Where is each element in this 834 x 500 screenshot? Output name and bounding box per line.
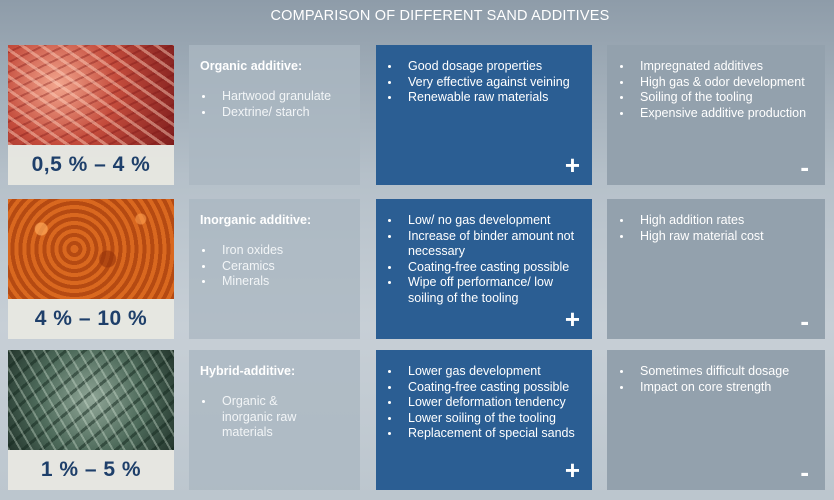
plus-icon: +: [564, 455, 580, 485]
advantages-panel: [376, 45, 592, 185]
dosage-percent-label: 0,5 % – 4 %: [8, 145, 174, 185]
advantages-list: [386, 213, 586, 306]
additive-type-panel: [189, 45, 360, 185]
additive-type-panel: [189, 199, 360, 339]
advantages-panel: [376, 350, 592, 490]
plus-icon: +: [564, 304, 580, 334]
list-item: Good dosage properties: [386, 59, 586, 75]
list-item: Renewable raw materials: [386, 90, 586, 106]
list-item: Replacement of special sands: [386, 426, 586, 442]
additive-type-list: [200, 394, 310, 441]
list-item: Coating-free casting possible: [386, 380, 586, 396]
list-item: Increase of binder amount not necessary: [386, 229, 586, 260]
additive-type-list: [200, 89, 331, 120]
list-item: Lower soiling of the tooling: [386, 411, 586, 427]
list-item: Very effective against veining: [386, 75, 586, 91]
additive-type-list: [200, 243, 283, 290]
disadvantages-panel: [607, 199, 825, 339]
list-item: Organic & inorganic raw materials: [200, 394, 310, 441]
disadvantages-list: [618, 213, 818, 244]
organic-granulate-photo: [8, 45, 174, 145]
additive-row-inorganic: [0, 199, 834, 341]
list-item: Impact on core strength: [618, 380, 818, 396]
list-item: Iron oxides: [200, 243, 283, 259]
list-item: Sometimes difficult dosage: [618, 364, 818, 380]
organic-sample-image: [8, 45, 174, 185]
list-item: Low/ no gas development: [386, 213, 586, 229]
list-item: Hartwood granulate: [200, 89, 331, 105]
list-item: High raw material cost: [618, 229, 818, 245]
iron-oxide-photo: [8, 199, 174, 299]
hybrid-sample-image: [8, 350, 174, 490]
additive-type-panel: [189, 350, 360, 490]
list-item: High addition rates: [618, 213, 818, 229]
page-title: COMPARISON OF DIFFERENT SAND ADDITIVES: [270, 8, 610, 24]
advantages-list: [386, 59, 586, 106]
list-item: Coating-free casting possible: [386, 260, 586, 276]
additive-type-heading: Inorganic additive:: [200, 213, 312, 227]
advantages-panel: [376, 199, 592, 339]
list-item: Minerals: [200, 274, 283, 290]
disadvantages-list: [618, 364, 818, 395]
disadvantages-panel: [607, 350, 825, 490]
list-item: Soiling of the tooling: [618, 90, 818, 106]
minus-icon: -: [800, 306, 809, 336]
list-item: Expensive additive production: [618, 106, 818, 122]
list-item: Dextrine/ starch: [200, 105, 331, 121]
inorganic-sample-image: [8, 199, 174, 339]
additive-row-organic: [0, 45, 834, 187]
disadvantages-panel: [607, 45, 825, 185]
disadvantages-list: [618, 59, 818, 121]
list-item: Wipe off performance/ low soiling of the tooling: [386, 275, 586, 306]
plus-icon: +: [564, 150, 580, 180]
dosage-percent-label: 1 % – 5 %: [8, 450, 174, 490]
additive-row-hybrid: [0, 350, 834, 492]
list-item: Lower gas development: [386, 364, 586, 380]
dosage-percent-label: 4 % – 10 %: [8, 299, 174, 339]
list-item: High gas & odor development: [618, 75, 818, 91]
list-item: Lower deformation tendency: [386, 395, 586, 411]
advantages-list: [386, 364, 586, 442]
minus-icon: -: [800, 457, 809, 487]
hybrid-crystal-photo: [8, 350, 174, 450]
list-item: Impregnated additives: [618, 59, 818, 75]
additive-type-heading: Organic additive:: [200, 59, 303, 73]
additive-type-heading: Hybrid-additive:: [200, 364, 296, 378]
list-item: Ceramics: [200, 259, 283, 275]
minus-icon: -: [800, 152, 809, 182]
